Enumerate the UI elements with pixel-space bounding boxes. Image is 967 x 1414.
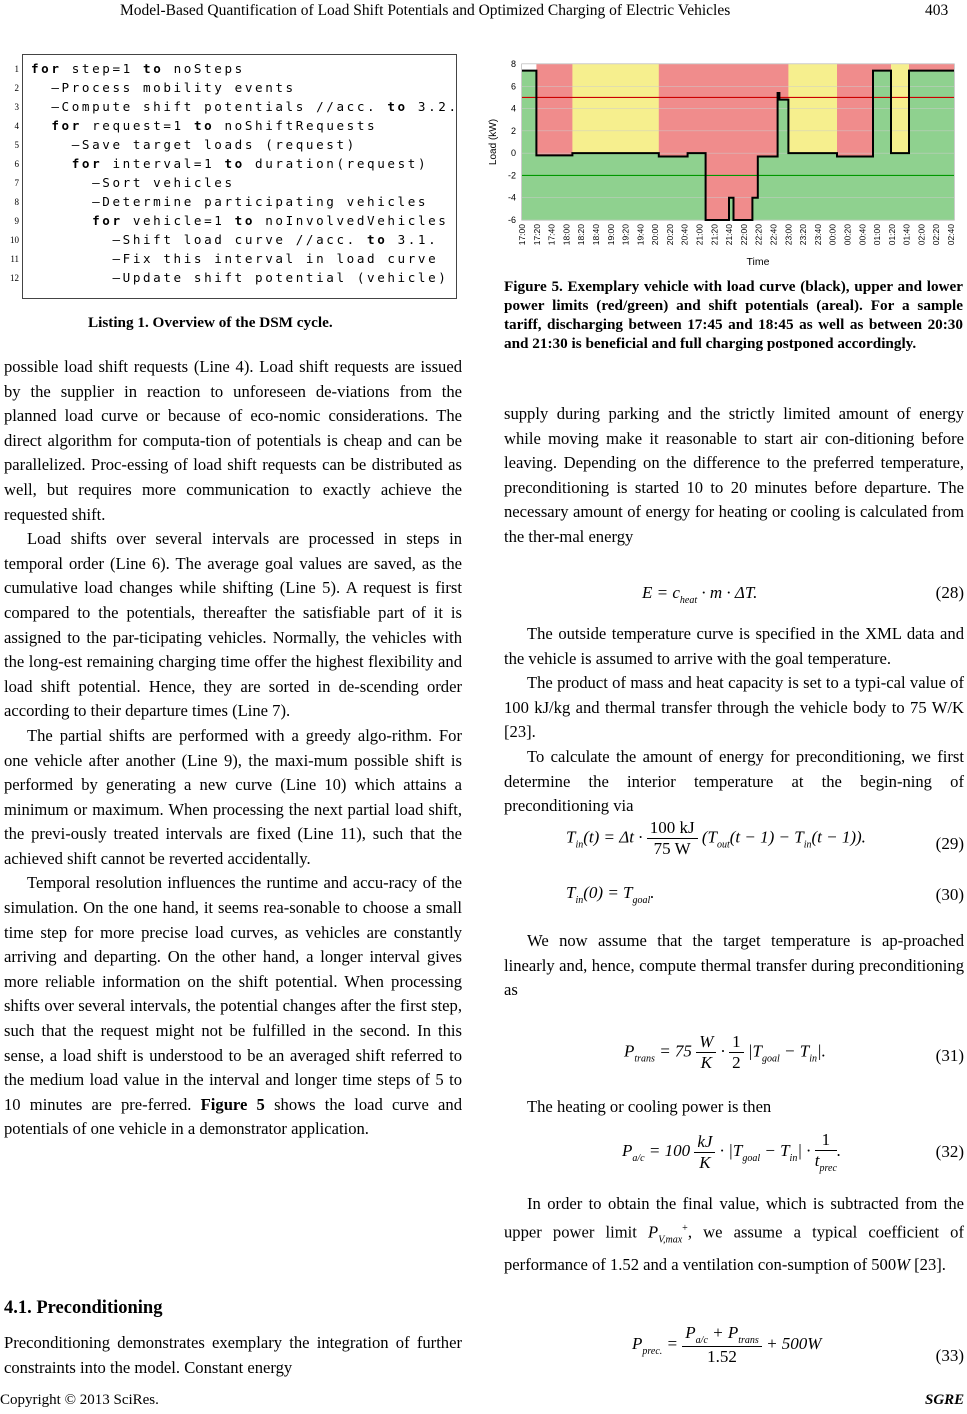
listing-caption: Listing 1. Overview of the DSM cycle. [88,314,333,331]
x-tick-label: 21:40 [724,224,735,246]
y-tick-label: -6 [507,215,516,225]
x-tick-label: 20:00 [650,224,661,246]
paragraph: The product of mass and heat capacity is set to a typi-cal value of 100 kJ/kg and thermal transfer through the vehicle body to 75 W/K [23]. [504,673,964,742]
code-line: for vehicle=1 to noInvolvedVehicles [92,213,449,228]
paragraph: The outside temperature curve is specified in the XML data and the vehicle is assumed to arrive with the goal temperature. [504,624,964,668]
x-tick-label: 02:40 [946,224,957,246]
section-heading: 4.1. Preconditioning [4,1298,163,1318]
code-line: —Fix this interval in load curve [31,251,439,266]
x-tick-label: 17:00 [517,224,527,246]
code-line: —Compute shift potentials //acc. to 3.2. [31,99,459,114]
y-tick-label: 8 [510,59,516,69]
equation-number: (33) [935,1346,964,1365]
line-number: 7 [14,178,19,188]
left-column [4,355,462,1142]
line-number: 8 [14,197,19,207]
line-number: 1 [14,64,19,74]
x-tick-label: 21:20 [709,224,720,246]
x-tick-label: 20:40 [679,224,690,246]
figure-caption: Figure 5. Exemplary vehicle with load curve (black), upper and lower power limits (red/green) and shift potentials (areal). For a sample tariff, discharging between 17:45 and 18:45 as well as between 20:30 and 21:30 is beneficial and full charging postponed accordingly. [504,278,963,352]
y-tick-label: 0 [510,148,516,159]
line-number: 6 [14,159,19,169]
x-tick-label: 18:00 [561,224,572,246]
paragraph: The heating or cooling power is then [527,1097,772,1116]
equation-32: $P_{a/c} = 100$ $\frac{kJ}{K}$ · $|T_{goal} - T_{in}|$ · $\frac{1}{t_{prec}}$ . [622,1130,842,1174]
line-number: 4 [14,121,19,131]
x-tick-label: 00:20 [842,224,853,246]
paragraph: Preconditioning demonstrates exemplary the integration of further constraints into the model. Constant energy [4,1333,462,1377]
x-tick-label: 18:20 [576,224,587,246]
line-number: 2 [14,83,19,93]
paragraph: possible load shift requests (Line 4). Load shift requests are issued by the supplier in reaction to unforeseen de-viations from the planned load curve or because of eco-nomic considerations. The direct algorithm for computa-tion of potentials is cheap and can be parallelized. Proc-essing of load shift requests can be distributed as well, but requires more communication to exactly achieve the requested shift. [4,357,462,524]
code-line: for interval=1 to duration(request) [71,156,429,171]
page-number: 403 [925,2,949,19]
code-line: —Save target loads (request) [31,137,357,152]
x-tick-label: 01:00 [872,224,883,246]
code-line: —Update shift potential (vehicle) [31,270,449,285]
y-tick-label: -4 [507,192,516,203]
code-line: —Sort vehicles [31,175,235,190]
paragraph [4,871,462,1142]
x-axis-label: Time [746,256,770,268]
code-line: —Determine participating vehicles [31,194,429,209]
paragraph-text: Temporal resolution influences the runtime and accu-racy of the simulation. On the one hand, it seems rea-sonable to choose a small time step for more precise load curves, as vehicles are constantly arriving and departing. On the other hand, a longer interval gives more reliable information on the shift potential. When processing shifts over several intervals, the potential changes after the first step, such that the request might not be fulfilled in the second. In this sense, a load shift is understood to be an averaged shift referred to the medium load value in the interval and longer time steps of 5 to 10 minutes are pre-ferred. [4,873,462,1114]
top-gap [522,64,536,71]
code-line: —Process mobility events [31,80,296,95]
x-tick-label: 20:20 [664,224,675,246]
listing-box [10,54,459,299]
x-tick-label: 00:40 [857,224,868,246]
x-tick-label: 23:40 [812,224,823,246]
equation-28: $E = c_{heat} \cdot m \cdot \Delta T$. [642,583,758,606]
line-number: 12 [10,273,19,283]
y-axis-label: Load (kW) [488,118,499,166]
line-number: 9 [14,216,19,226]
x-tick-label: 01:20 [886,224,897,246]
line-number: 5 [14,140,19,150]
equation-number: (29) [935,834,964,853]
x-tick-label: 01:40 [901,224,912,246]
equation-29: $T_{in}(t) = \Delta t$ · $\frac{100 kJ}{75 W}$ $(T_{out}(t - 1) - T_{in}(t - 1))$. [566,818,866,858]
code-line: for request=1 to noShiftRequests [51,118,378,133]
x-tick-label: 23:00 [783,224,794,246]
x-tick-label: 19:40 [635,224,646,246]
x-tick-label: 23:20 [798,224,809,246]
paragraph: Load shifts over several intervals are processed in steps in temporal order (Line 6). The average goal values are saved, as the cumulative load changes while shifting (Line 5). A request is first compared to the potentials, thereafter the satisfiable part of it is assigned to the par-ticipating vehicles. Normally, the vehicles with the long-est remaining charging time offer the highest flexibility and load shift potential. Hence, they are sorted in de-scending order according to their departure times (Line 7). [4,529,462,721]
paragraph: The partial shifts are performed with a greedy algo-rithm. For one vehicle after another (Line 9), the maxi-mum possible shift is performed by generating a new curve (Line 10) which attains a minimum or maximum. When processing the next partial load shift, the previ-ously treated intervals are fixed (Line 11), such that the achieved shift cannot be reverted accidentally. [4,725,462,868]
x-tick-label: 02:20 [931,224,942,246]
code-line: —Shift load curve //acc. to 3.1. [31,232,439,247]
figure-reference: Figure 5 [200,1094,265,1114]
equation-number: (31) [935,1046,964,1065]
equation-30: $T_{in}(0) = T_{goal}$. [566,883,655,906]
copyright-footer: Copyright © 2013 SciRes. [0,1392,159,1408]
x-tick-label: 22:00 [738,224,749,246]
paragraph-text: shows the load curve and potentials of one vehicle in a demonstrator application. [4,1094,462,1139]
equation-31: $P_{trans} = 75$ $\frac{W}{K}$ · $\frac{1}{2}$ $|T_{goal} - T_{in}|$. [624,1032,826,1072]
x-tick-label: 17:40 [546,224,557,246]
code-line: for step=1 to noSteps [31,61,245,76]
x-tick-label: 22:40 [768,224,779,246]
paragraph: supply during parking and the strictly limited amount of energy while moving make it reasonable to start air con-ditioning before leaving. Depending on the difference to the preferred temperature, preconditioning is started 10 to 20 minutes before departure. The necessary amount of energy for heating or cooling is calculated from the ther-mal energy [504,404,964,546]
x-tick-label: 21:00 [694,224,705,246]
line-number: 11 [10,254,19,264]
y-tick-label: -2 [507,170,516,181]
y-tick-label: 4 [510,103,516,114]
x-tick-label: 00:00 [827,224,838,246]
paragraph: In order to obtain the final value, which is subtracted from the upper power limit $P_{V,max}^+$, we assume a typical coefficient of performance of 1.52 and a ventilation con-sumption of 500W [23]. [504,1194,964,1274]
right-column-mid [504,622,964,819]
paragraph: To calculate the amount of energy for preconditioning, we first determine the interior temperature at the begin-ning of preconditioning via [504,746,964,816]
equation-number: (28) [935,583,964,602]
x-tick-label: 19:20 [620,224,631,246]
x-tick-label: 19:00 [605,224,616,246]
x-tick-label: 02:00 [916,224,927,246]
figure-5-chart [480,56,966,268]
x-tick-label: 17:20 [531,224,542,246]
equation-number: (30) [935,885,964,904]
y-tick-label: 6 [510,81,516,92]
line-number: 3 [14,102,19,112]
line-number: 10 [10,235,19,245]
equation-number: (32) [935,1142,964,1161]
journal-footer: SGRE [925,1392,965,1408]
equation-33: $P_{prec.}$ = $\frac{P_{a/c} + P_{trans}}{1.52}$ + 500W [632,1323,822,1366]
paragraph: We now assume that the target temperature is ap-proached linearly and, hence, compute thermal transfer during preconditioning as [504,931,964,1000]
x-tick-label: 18:40 [590,224,601,246]
running-header-title: Model-Based Quantification of Load Shift Potentials and Optimized Charging of Electric Vehicles [120,2,731,19]
y-tick-label: 2 [510,125,516,136]
x-tick-label: 22:20 [753,224,764,246]
